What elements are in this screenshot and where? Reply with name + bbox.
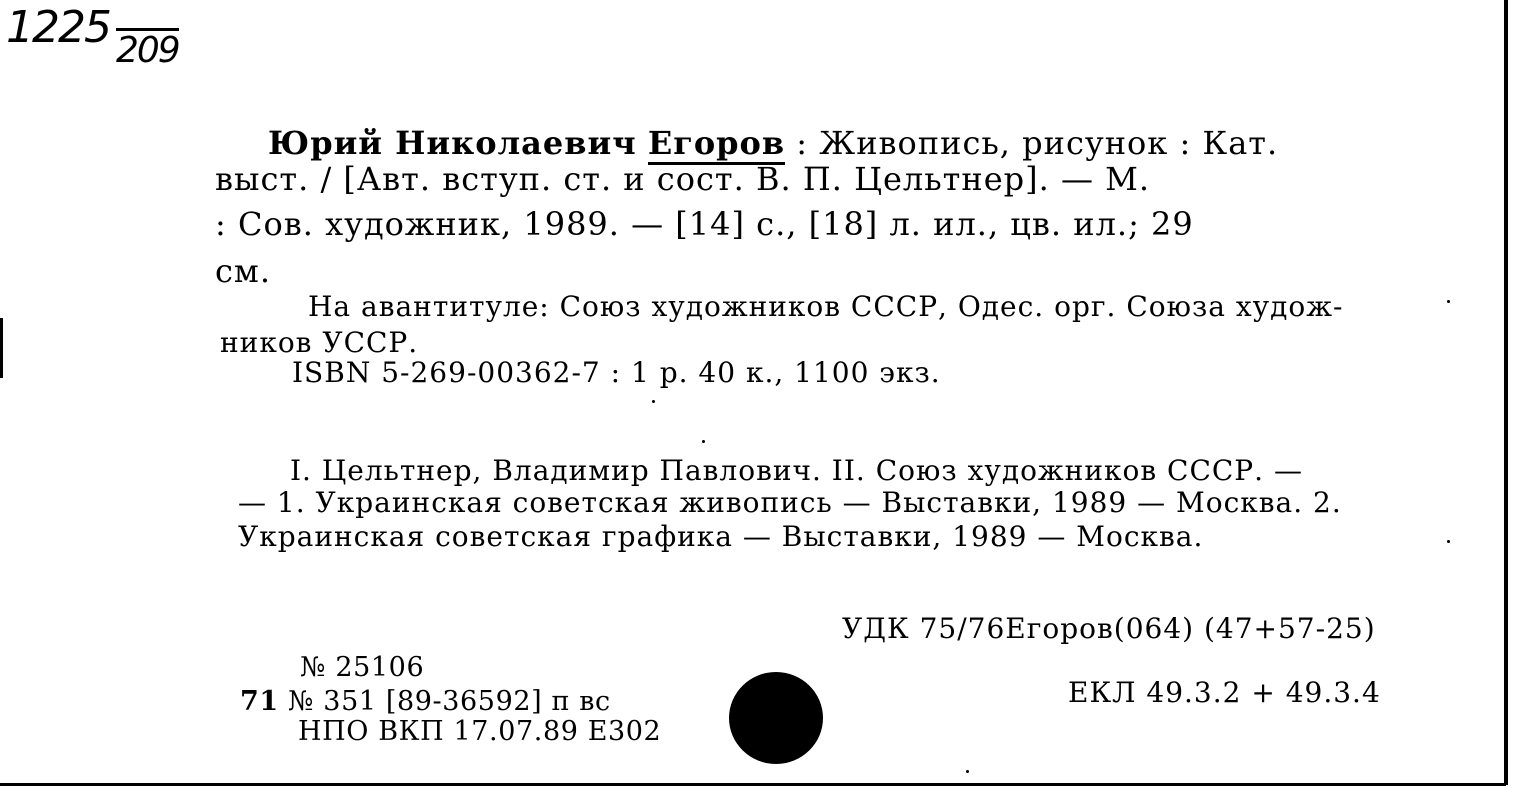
- udk-code: УДК 75/76Егоров(064) (47+57-25): [842, 612, 1376, 645]
- order-prefix: 71: [240, 686, 279, 717]
- ekl-code: ЕКЛ 49.3.2 + 49.3.4: [1068, 676, 1381, 709]
- entry-line-4: см.: [215, 252, 271, 290]
- ink-blot: [729, 672, 823, 764]
- handwritten-number: 1225: [6, 2, 110, 53]
- card-number: № 25106: [300, 652, 425, 683]
- note-line-1: На авантитуле: Союз художников СССР, Одес. орг. Союза худож-: [308, 290, 1344, 323]
- card-left-mark: [0, 318, 3, 378]
- entry-line-2: выст. / [Авт. вступ. ст. и сост. В. П. Цельтнер]. — М.: [215, 160, 1151, 198]
- order-line: [240, 686, 611, 717]
- handwritten-call-number: [6, 2, 179, 71]
- entry-line-1: [268, 124, 1278, 162]
- speck: [702, 440, 705, 443]
- tracing-line-3: Украинская советская графика — Выставки, 1989 — Москва.: [238, 520, 1204, 553]
- card-bottom-edge: [0, 783, 1506, 786]
- isbn-line: ISBN 5-269-00362-7 : 1 р. 40 к., 1100 экз.: [292, 356, 941, 389]
- author-surname: Егоров: [648, 124, 785, 165]
- note-line-2: ников УССР.: [220, 326, 419, 359]
- publisher-line: НПО ВКП 17.07.89 Е302: [298, 716, 662, 747]
- order-number: № 351 [89-36592] п вс: [287, 686, 611, 717]
- author-given-name: Юрий Николаевич: [268, 124, 637, 162]
- card-right-edge: [1504, 0, 1508, 785]
- speck: [652, 400, 655, 403]
- speck: [1447, 300, 1450, 303]
- tracing-line-1: I. Цельтнер, Владимир Павлович. II. Союз художников СССР. —: [290, 454, 1303, 487]
- entry-line-3: : Сов. художник, 1989. — [14] с., [18] л. ил., цв. ил.; 29: [215, 205, 1194, 243]
- tracing-line-2: — 1. Украинская советская живопись — Выставки, 1989 — Москва. 2.: [238, 486, 1342, 519]
- title-rest: : Живопись, рисунок : Кат.: [796, 124, 1279, 162]
- speck: [1447, 540, 1450, 543]
- handwritten-sub: 209: [115, 30, 179, 71]
- speck: [966, 770, 969, 773]
